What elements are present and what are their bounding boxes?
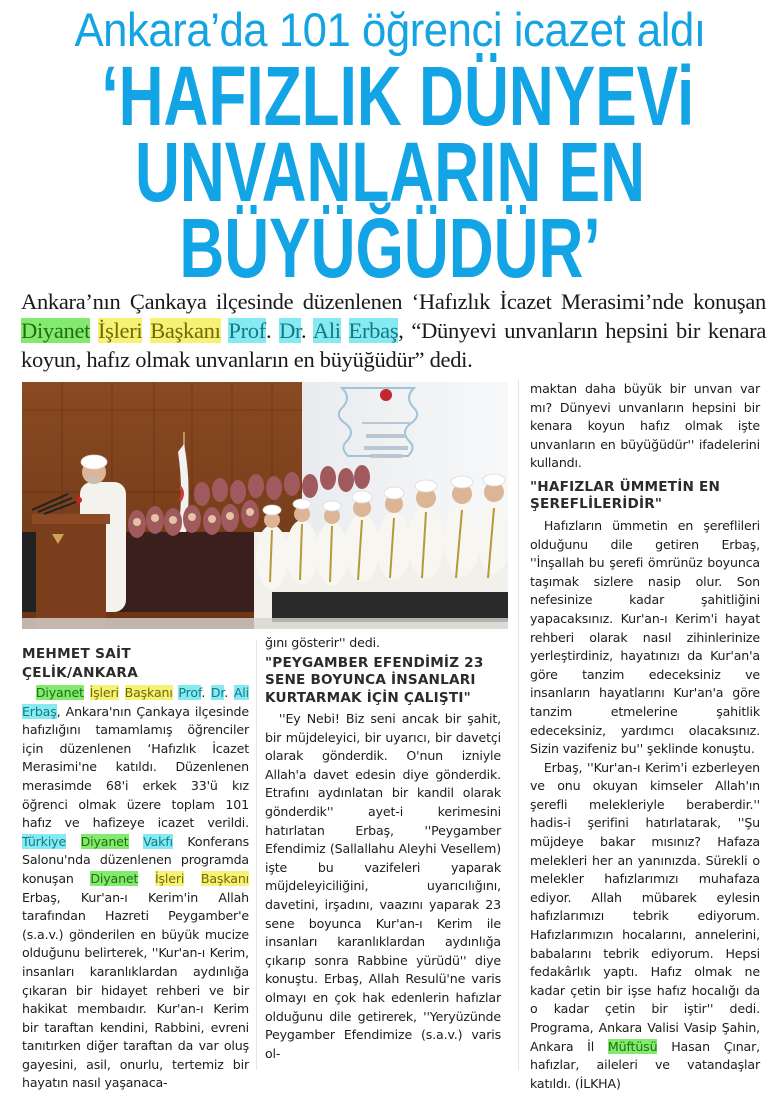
article-column-2 <box>265 634 501 1063</box>
highlight-prof: Prof <box>178 685 202 700</box>
byline: MEHMET SAİT ÇELİK/ANKARA <box>22 646 139 681</box>
lede-paragraph <box>21 287 766 374</box>
highlight-dr: Dr <box>210 685 225 700</box>
highlight-dr: Dr <box>279 318 301 343</box>
highlight-isleri: İşleri <box>154 870 185 886</box>
body-paragraph: Diyanet İşleri Başkanı Prof. Dr. Ali Erbaş, Ankara'nın Çankaya ilçesinde hafızlığını tamamlamış öğrenciler için düzenlenen ‘Hafızlık İcazet Merasimi'ne katıldı. Düzenlenen merasimde 68'i erkek 33'ü kız öğrenci olmak üzere toplam 101 hafız ve hafizeye icazet verildi. Türkiye Diyanet Vakfı Konferans Salonu'nda düzenlenen programda konuşan Diyanet İşleri Başkanı Erbaş, Kur'an-ı Kerim'in Allah tarafından Hazreti Peygamber'e (s.a.v.) gönderilen en büyük mucize olduğunu belirterek, ''Kur'an-ı Kerim, insanları karanlıklardan aydınlığa çıkaran bir hidayet rehberi ve bir hakikat membaıdır. Kur'an-ı Kerim bir taraftan kendini, Rabbini, evreni tanıtırken diğer taraftan da var oluş gayesini, asil, onurlu, tertemiz bir hayatın nasıl yaşanaca- <box>22 685 250 1091</box>
lede-text: Ankara’nın Çankaya ilçesinde düzenlenen ‘Hafızlık İcazet Merasimi’nde konuşan <box>21 289 766 314</box>
highlight-isleri: İşleri <box>97 318 143 343</box>
highlight-diyanet: Diyanet <box>21 318 91 343</box>
ceremony-photo <box>22 382 508 629</box>
body-paragraph: Hafızların ümmetin en şereflileri olduğunu dile getiren Erbaş, ''İnşallah bu şerefi ömrünüz boyunca taşımak sizlere nasip olur. Son nefesinize kadar şahitliğini yapacaksınız. Kur'an-ı Kerim'i hayat rehberi olarak nasıl zihinlerinize yerleştirdiniz, hayatınızı da Kur'an'a göre tanzim edeceksiniz ve insanların hayatlarını Kur'an'a göre tanzim etmelerine şahitlik edeceksiniz, yardımcı olacaksınız. Sizin vazifeniz bu'' şeklinde konuştu. <box>530 517 760 757</box>
column-divider <box>518 380 519 1070</box>
body-text: Erbaş, ''Kur'an-ı Kerim'i ezberleyen ve onu okuyan kimseler Allah'ın şerefli melekleriyle beraberdir.'' hadis-i şerifini hatırlatarak, ''Şu müjdeye bakar mısınız? Hafaza melekleri her an yanınızda. Sürekli o melekler hafızlarımızı muhafaza ediyor. Allah mübarek eylesin hafızlarımızı tebrik ediyorum. Hafızlarımızın hocalarını, annelerini, babalarını tebrik ediyorum. Hepsi fedakârlık yaptı. Hafız olmak ne kadar çetin bir işse hafız hocalığı da o kadar çetin bir iştir'' dedi. Programa, Ankara Valisi Vasip Şahin, Ankara İl <box>530 759 760 1054</box>
subheading: "PEYGAMBER EFENDİMİZ 23 SENE BOYUNCA İNSANLARI KURTARMAK İÇİN ÇALIŞTI" <box>265 654 484 706</box>
highlight-isleri: İşleri <box>89 685 119 700</box>
body-paragraph <box>530 759 760 1093</box>
highlight-prof: Prof <box>228 318 266 343</box>
highlight-muftusu: Müftüsü <box>607 1038 658 1054</box>
highlight-baskani: Başkanı <box>200 870 249 886</box>
body-text: Erbaş, Kur'an-ı Kerim'in Allah tarafından Hazreti Peygamber'e (s.a.v.) gönderilen en büyük mucize olduğunu belirterek, ''Kur'an-ı Kerim, insanları karanlıklardan aydınlığa çıkaran bir hidayet rehberi ve bir hakikat membaıdır. Kur'an-ı Kerim bir taraftan kendini, Rabbini, evreni tanıtırken diğer taraftan da var oluş gayesini, asil, onurlu, tertemiz bir hayatın nasıl yaşanaca- <box>22 889 249 1091</box>
highlight-diyanet: Diyanet <box>35 685 84 700</box>
highlight-erbas: Erbaş <box>22 703 57 719</box>
body-text: Konferans Salonu'nda düzenlenen programda konuşan <box>22 833 249 886</box>
lede-dot: . <box>265 318 280 343</box>
highlight-diyanet: Diyanet <box>90 870 139 886</box>
body-paragraph-continued: ğını gösterir'' dedi. <box>265 635 380 650</box>
body-text: , Ankara'nın Çankaya ilçesinde hafızlığını tamamlamış öğrenciler için düzenlenen ‘Hafızlık İcazet Merasimi'ne katıldı. Düzenlenen merasimde 68'i erkek 33'ü kız öğrenci olmak üzere toplam 101 hafız ve hafizeye icazet verildi. <box>22 703 249 831</box>
highlight-diyanet: Diyanet <box>80 833 129 849</box>
highlight-erbas: Erbaş <box>348 318 399 343</box>
lede-dot: . <box>300 318 313 343</box>
highlight-baskani: Başkanı <box>124 685 173 700</box>
highlight-ali: Ali <box>312 318 341 343</box>
main-headline <box>0 49 780 295</box>
highlight-turkiye: Türkiye <box>22 833 67 849</box>
highlight-ali: Ali <box>233 685 250 700</box>
ceremony-photo-illustration <box>22 382 508 629</box>
body-paragraph-continued: maktan daha büyük bir unvan var mı? Dünyevi unvanların hepsini bir kenara koyun hafız olmak işte unvanların en büyüğüdür'' ifadelerini kullandı. <box>530 381 760 471</box>
article-column-3 <box>530 380 760 1093</box>
highlight-vakfi: Vakfı <box>143 833 173 849</box>
body-paragraph: ''Ey Nebi! Biz seni ancak bir şahit, bir müjdeleyici, bir uyarıcı, bir davetçi olarak gönderdik. O'nun izniyle Allah'a davet edesin diye gönderdik. Etrafını aydınlatan bir kandil olarak gönderdik'' ayet-i kerimesini hatırlatan Erbaş, ''Peygamber Efendimiz (Sallallahu Aleyhi Vesellem) işte bu vazifeleri yaparak müjdeleyiciliğini, uyarıcılığını, davetini, irşadını, vaazını yaparak 23 sene boyunca Kur'an-ı Kerim ile insanları karanlıklardan aydınlığa çıkarıp sonra Rabbine yürüdü'' diye konuştu. Erbaş, Allah Resulü'ne varis olmayı en çok hak edenlerin hafızlar olduğunu dile getirerek, ''Yeryüzünde Peygamber Efendimize (s.a.v.) varis ol- <box>265 711 501 1061</box>
kicker-headline: Ankara’da 101 öğrenci icazet aldı <box>74 3 706 56</box>
column-divider <box>256 640 257 1070</box>
headline-line-3: BÜYÜĞÜDÜR’ <box>179 201 601 295</box>
headline-line-2: UNVANLARIN EN <box>135 125 645 219</box>
headline-line-1: ‘HAFIZLIK DÜNYEVi <box>101 49 695 143</box>
highlight-baskani: Başkanı <box>150 318 221 343</box>
article-column-1 <box>22 645 249 1093</box>
body-text: Hasan Çınar, hafızlar, aileleri ve vatandaşlar katıldı. (İLKHA) <box>530 1038 760 1091</box>
lede-text-end: , “Dünyevi unvanların hepsini bir kenara koyun, hafız olmak unvanların en büyüğüdür” dedi. <box>21 318 767 372</box>
subheading: "HAFIZLAR ÜMMETİN EN ŞEREFLİLERİDİR" <box>530 478 721 513</box>
